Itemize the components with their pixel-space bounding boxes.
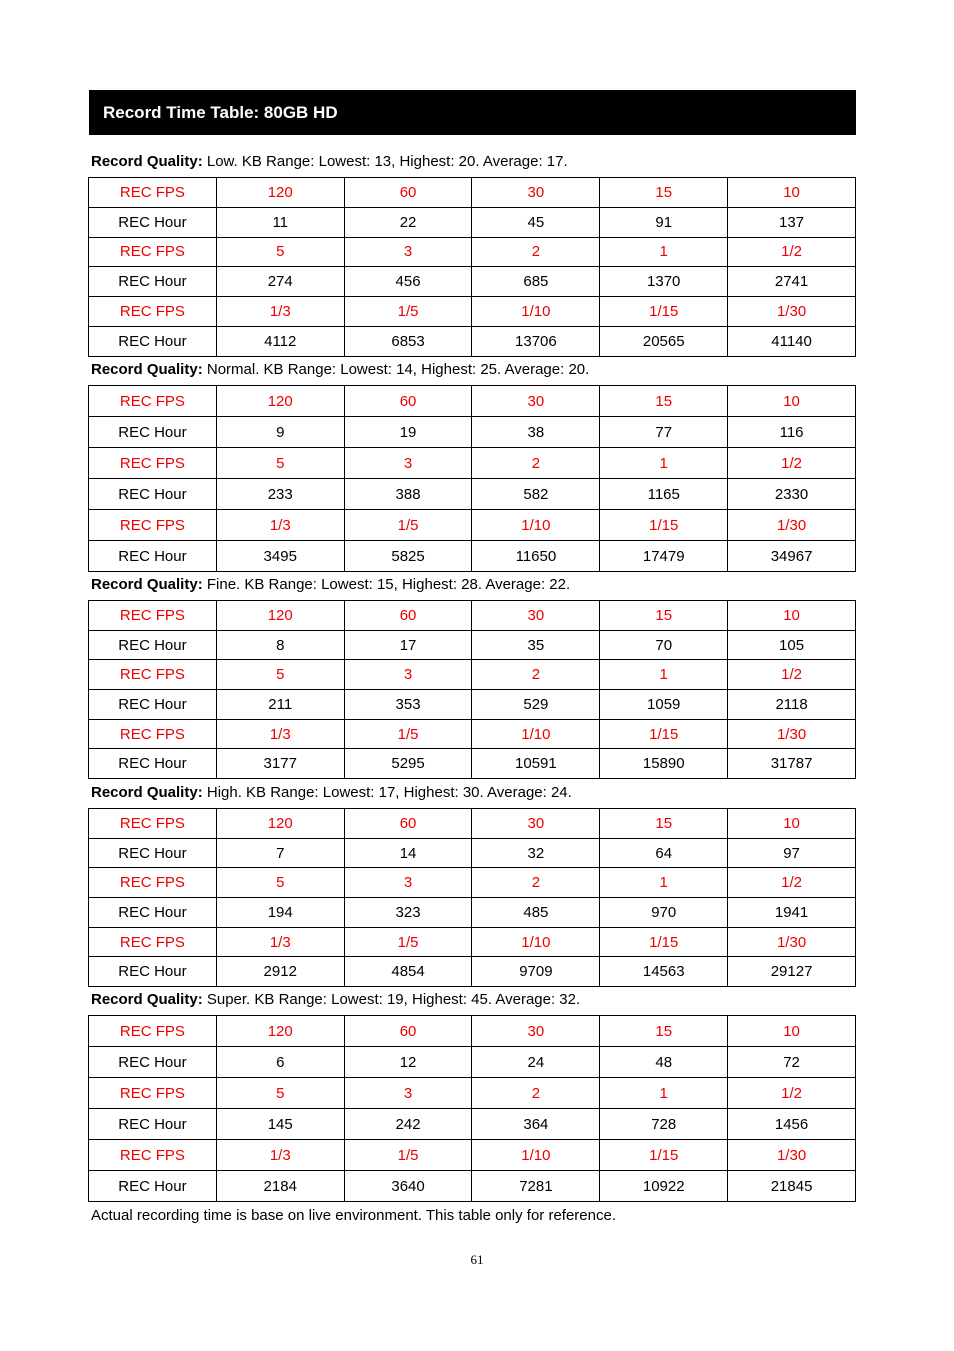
hour-value-cell: 29127 [728,957,856,987]
hour-value-cell: 10591 [472,749,600,779]
hour-value-cell: 3640 [344,1171,472,1202]
hour-value-cell: 6853 [344,326,472,356]
hour-label-cell: REC Hour [89,207,217,237]
fps-value-cell: 1/5 [344,719,472,749]
table-row [89,386,856,417]
fps-value-cell: 30 [472,809,600,839]
fps-value-cell: 5 [216,868,344,898]
fps-value-cell: 30 [472,601,600,631]
fps-value-cell: 1/30 [728,510,856,541]
fps-value-cell: 1/30 [728,719,856,749]
page-number: 61 [470,1252,484,1267]
fps-value-cell: 3 [344,660,472,690]
fps-value-cell: 3 [344,237,472,267]
fps-label-cell: REC FPS [89,868,217,898]
quality-label: Record Quality: [91,361,203,378]
fps-label-cell: REC FPS [89,1140,217,1171]
hour-value-cell: 11650 [472,541,600,572]
table-row [89,1140,856,1171]
fps-value-cell: 1/10 [472,927,600,957]
hour-value-cell: 1059 [600,690,728,720]
fps-value-cell: 120 [216,601,344,631]
hour-value-cell: 21845 [728,1171,856,1202]
fps-value-cell: 120 [216,178,344,208]
hour-value-cell: 2912 [216,957,344,987]
record-table-fine [88,600,856,779]
hour-value-cell: 31787 [728,749,856,779]
footnote: Actual recording time is base on live environment. This table only for reference. [91,1207,616,1224]
fps-value-cell: 1/3 [216,927,344,957]
hour-value-cell: 41140 [728,326,856,356]
hour-label-cell: REC Hour [89,1171,217,1202]
hour-value-cell: 4112 [216,326,344,356]
fps-value-cell: 60 [344,386,472,417]
hour-value-cell: 8 [216,630,344,660]
fps-value-cell: 10 [728,386,856,417]
fps-value-cell: 30 [472,386,600,417]
table-row [89,448,856,479]
fps-value-cell: 1/10 [472,297,600,327]
hour-value-cell: 7281 [472,1171,600,1202]
fps-value-cell: 1/2 [728,237,856,267]
hour-value-cell: 24 [472,1047,600,1078]
quality-label: Record Quality: [91,153,203,170]
hour-label-cell: REC Hour [89,1109,217,1140]
hour-value-cell: 48 [600,1047,728,1078]
hour-value-cell: 116 [728,417,856,448]
quality-desc: Fine. KB Range: Lowest: 15, Highest: 28. Average: 22. [206,576,571,593]
hour-value-cell: 17479 [600,541,728,572]
fps-value-cell: 30 [472,1016,600,1047]
hour-value-cell: 194 [216,898,344,928]
table-row [89,898,856,928]
table-row [89,267,856,297]
hour-value-cell: 2741 [728,267,856,297]
fps-value-cell: 2 [472,1078,600,1109]
table-row [89,868,856,898]
hour-label-cell: REC Hour [89,630,217,660]
fps-value-cell: 15 [600,601,728,631]
page-header [89,90,856,135]
hour-value-cell: 1165 [600,479,728,510]
fps-value-cell: 60 [344,809,472,839]
fps-value-cell: 1/5 [344,927,472,957]
quality-line-fine [91,576,570,593]
table-row [89,326,856,356]
quality-label: Record Quality: [91,576,203,593]
hour-value-cell: 22 [344,207,472,237]
hour-value-cell: 1370 [600,267,728,297]
fps-label-cell: REC FPS [89,386,217,417]
quality-label: Record Quality: [91,991,203,1008]
fps-value-cell: 1/3 [216,1140,344,1171]
table-row [89,1078,856,1109]
fps-value-cell: 5 [216,660,344,690]
table-row [89,927,856,957]
table-row [89,479,856,510]
hour-value-cell: 582 [472,479,600,510]
fps-label-cell: REC FPS [89,601,217,631]
fps-value-cell: 1/2 [728,660,856,690]
fps-value-cell: 10 [728,178,856,208]
hour-value-cell: 2118 [728,690,856,720]
quality-line-low [91,153,568,170]
quality-line-normal [91,361,589,378]
fps-value-cell: 1/15 [600,510,728,541]
hour-value-cell: 685 [472,267,600,297]
fps-value-cell: 1/3 [216,297,344,327]
hour-label-cell: REC Hour [89,326,217,356]
hour-value-cell: 323 [344,898,472,928]
hour-value-cell: 5825 [344,541,472,572]
fps-label-cell: REC FPS [89,297,217,327]
table-row [89,1171,856,1202]
hour-value-cell: 15890 [600,749,728,779]
fps-value-cell: 1 [600,237,728,267]
fps-value-cell: 1/5 [344,510,472,541]
quality-desc: High. KB Range: Lowest: 17, Highest: 30. Average: 24. [206,784,572,801]
hour-value-cell: 485 [472,898,600,928]
hour-label-cell: REC Hour [89,898,217,928]
hour-value-cell: 3177 [216,749,344,779]
table-row [89,957,856,987]
table-row [89,510,856,541]
fps-label-cell: REC FPS [89,809,217,839]
table-row [89,630,856,660]
fps-value-cell: 3 [344,1078,472,1109]
fps-value-cell: 15 [600,178,728,208]
hour-value-cell: 1941 [728,898,856,928]
hour-value-cell: 64 [600,838,728,868]
fps-label-cell: REC FPS [89,927,217,957]
hour-label-cell: REC Hour [89,541,217,572]
fps-value-cell: 1/2 [728,868,856,898]
hour-value-cell: 34967 [728,541,856,572]
hour-value-cell: 353 [344,690,472,720]
fps-value-cell: 1/30 [728,297,856,327]
table-row [89,749,856,779]
fps-value-cell: 1/2 [728,448,856,479]
hour-value-cell: 70 [600,630,728,660]
fps-label-cell: REC FPS [89,1078,217,1109]
hour-value-cell: 242 [344,1109,472,1140]
fps-value-cell: 1 [600,660,728,690]
hour-value-cell: 9 [216,417,344,448]
quality-desc: Low. KB Range: Lowest: 13, Highest: 20. Average: 17. [206,153,568,170]
fps-value-cell: 2 [472,448,600,479]
fps-value-cell: 1/15 [600,1140,728,1171]
fps-label-cell: REC FPS [89,719,217,749]
hour-value-cell: 456 [344,267,472,297]
fps-value-cell: 1/15 [600,719,728,749]
fps-value-cell: 1 [600,1078,728,1109]
hour-value-cell: 388 [344,479,472,510]
fps-value-cell: 1/10 [472,1140,600,1171]
fps-value-cell: 1/3 [216,510,344,541]
fps-label-cell: REC FPS [89,1016,217,1047]
hour-label-cell: REC Hour [89,1047,217,1078]
hour-value-cell: 77 [600,417,728,448]
fps-value-cell: 10 [728,601,856,631]
quality-line-high [91,784,572,801]
table-row [89,660,856,690]
fps-value-cell: 30 [472,178,600,208]
table-row [89,719,856,749]
hour-value-cell: 45 [472,207,600,237]
fps-value-cell: 1 [600,868,728,898]
fps-value-cell: 1/15 [600,297,728,327]
table-row [89,1016,856,1047]
hour-value-cell: 38 [472,417,600,448]
record-table-normal [88,385,856,572]
fps-value-cell: 1/5 [344,1140,472,1171]
hour-value-cell: 91 [600,207,728,237]
fps-value-cell: 15 [600,1016,728,1047]
hour-label-cell: REC Hour [89,957,217,987]
hour-value-cell: 145 [216,1109,344,1140]
hour-value-cell: 5295 [344,749,472,779]
hour-value-cell: 7 [216,838,344,868]
hour-value-cell: 211 [216,690,344,720]
quality-desc: Normal. KB Range: Lowest: 14, Highest: 25. Average: 20. [206,361,590,378]
hour-value-cell: 1456 [728,1109,856,1140]
table-row [89,297,856,327]
fps-value-cell: 5 [216,448,344,479]
table-row [89,601,856,631]
hour-value-cell: 14 [344,838,472,868]
hour-value-cell: 17 [344,630,472,660]
fps-value-cell: 10 [728,809,856,839]
quality-desc: Super. KB Range: Lowest: 19, Highest: 45. Average: 32. [206,991,581,1008]
quality-label: Record Quality: [91,784,203,801]
hour-value-cell: 2330 [728,479,856,510]
fps-value-cell: 5 [216,1078,344,1109]
hour-value-cell: 32 [472,838,600,868]
hour-value-cell: 19 [344,417,472,448]
hour-value-cell: 105 [728,630,856,660]
table-row [89,541,856,572]
fps-label-cell: REC FPS [89,237,217,267]
record-table-low [88,177,856,357]
fps-value-cell: 1/2 [728,1078,856,1109]
hour-value-cell: 529 [472,690,600,720]
fps-value-cell: 5 [216,237,344,267]
hour-value-cell: 13706 [472,326,600,356]
fps-value-cell: 2 [472,237,600,267]
hour-label-cell: REC Hour [89,417,217,448]
table-row [89,809,856,839]
hour-label-cell: REC Hour [89,479,217,510]
fps-value-cell: 3 [344,868,472,898]
fps-value-cell: 1/30 [728,927,856,957]
fps-value-cell: 3 [344,448,472,479]
hour-value-cell: 274 [216,267,344,297]
fps-label-cell: REC FPS [89,178,217,208]
hour-value-cell: 3495 [216,541,344,572]
fps-label-cell: REC FPS [89,510,217,541]
fps-value-cell: 1 [600,448,728,479]
record-table-high [88,808,856,987]
hour-value-cell: 12 [344,1047,472,1078]
table-row [89,690,856,720]
hour-value-cell: 10922 [600,1171,728,1202]
hour-value-cell: 2184 [216,1171,344,1202]
fps-value-cell: 10 [728,1016,856,1047]
hour-label-cell: REC Hour [89,690,217,720]
hour-value-cell: 6 [216,1047,344,1078]
fps-value-cell: 60 [344,601,472,631]
page-title: Record Time Table: 80GB HD [103,102,338,122]
table-row [89,207,856,237]
fps-value-cell: 120 [216,1016,344,1047]
table-row [89,838,856,868]
fps-value-cell: 1/15 [600,927,728,957]
hour-value-cell: 11 [216,207,344,237]
record-table-super [88,1015,856,1202]
fps-value-cell: 2 [472,660,600,690]
table-row [89,1047,856,1078]
hour-value-cell: 97 [728,838,856,868]
fps-value-cell: 60 [344,178,472,208]
fps-value-cell: 15 [600,386,728,417]
hour-value-cell: 728 [600,1109,728,1140]
fps-value-cell: 15 [600,809,728,839]
hour-value-cell: 72 [728,1047,856,1078]
hour-value-cell: 970 [600,898,728,928]
hour-label-cell: REC Hour [89,749,217,779]
fps-value-cell: 1/10 [472,719,600,749]
hour-value-cell: 137 [728,207,856,237]
fps-label-cell: REC FPS [89,448,217,479]
table-row [89,1109,856,1140]
fps-value-cell: 120 [216,386,344,417]
hour-value-cell: 35 [472,630,600,660]
hour-value-cell: 364 [472,1109,600,1140]
hour-value-cell: 9709 [472,957,600,987]
fps-value-cell: 2 [472,868,600,898]
table-row [89,178,856,208]
hour-label-cell: REC Hour [89,267,217,297]
fps-value-cell: 1/3 [216,719,344,749]
fps-value-cell: 1/10 [472,510,600,541]
quality-line-super [91,991,580,1008]
fps-value-cell: 60 [344,1016,472,1047]
hour-label-cell: REC Hour [89,838,217,868]
hour-value-cell: 14563 [600,957,728,987]
table-row [89,237,856,267]
hour-value-cell: 4854 [344,957,472,987]
fps-value-cell: 1/5 [344,297,472,327]
hour-value-cell: 233 [216,479,344,510]
hour-value-cell: 20565 [600,326,728,356]
fps-value-cell: 1/30 [728,1140,856,1171]
table-row [89,417,856,448]
fps-label-cell: REC FPS [89,660,217,690]
fps-value-cell: 120 [216,809,344,839]
